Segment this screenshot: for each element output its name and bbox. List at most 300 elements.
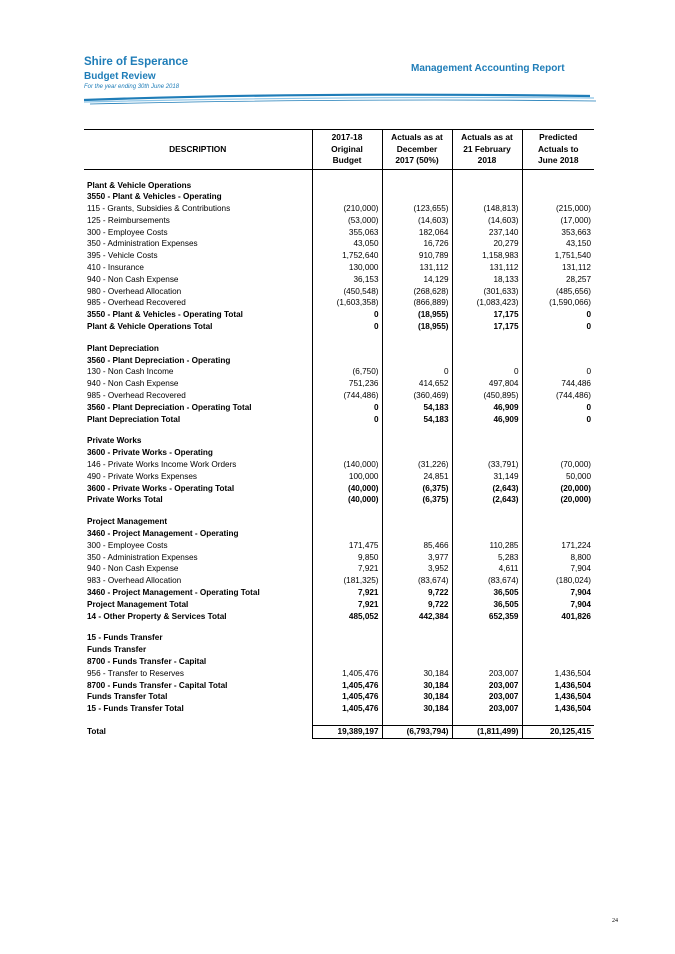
report-title: Management Accounting Report bbox=[411, 63, 565, 74]
amount-cell bbox=[452, 632, 522, 644]
amount-cell: 31,149 bbox=[452, 471, 522, 483]
spacer-cell bbox=[312, 622, 382, 632]
table-row bbox=[84, 321, 594, 333]
description-cell: Funds Transfer Total bbox=[87, 692, 168, 702]
amount-cell bbox=[522, 191, 594, 203]
description-cell: 3460 - Project Management - Operating bbox=[87, 529, 239, 539]
table-row bbox=[84, 309, 594, 321]
description-cell: 15 - Funds Transfer bbox=[87, 633, 163, 643]
description-cell: 125 - Reimbursements bbox=[87, 215, 170, 225]
amount-cell: 20,125,415 bbox=[522, 725, 594, 738]
amount-cell: 18,133 bbox=[452, 274, 522, 286]
description-cell: 410 - Insurance bbox=[87, 263, 144, 273]
table-row bbox=[84, 459, 594, 471]
spacer-cell bbox=[452, 425, 522, 435]
description-cell: 985 - Overhead Recovered bbox=[87, 391, 186, 401]
amount-cell bbox=[452, 644, 522, 656]
amount-cell: 751,236 bbox=[312, 378, 382, 390]
amount-cell: 1,752,640 bbox=[312, 250, 382, 262]
amount-cell: 1,436,504 bbox=[522, 668, 594, 680]
amount-cell bbox=[382, 656, 452, 668]
amount-cell: 7,904 bbox=[522, 599, 594, 611]
amount-cell: 7,904 bbox=[522, 587, 594, 599]
amount-cell: (20,000) bbox=[522, 494, 594, 506]
description-cell: 940 - Non Cash Expense bbox=[87, 274, 179, 284]
amount-cell: (6,750) bbox=[312, 366, 382, 378]
amount-cell: 0 bbox=[522, 321, 594, 333]
amount-cell bbox=[452, 528, 522, 540]
amount-cell: 50,000 bbox=[522, 471, 594, 483]
amount-cell: 0 bbox=[452, 366, 522, 378]
amount-cell bbox=[382, 343, 452, 355]
spacer-cell bbox=[312, 169, 382, 180]
amount-cell: 0 bbox=[312, 321, 382, 333]
amount-cell: 652,359 bbox=[452, 611, 522, 623]
description-cell: 980 - Overhead Allocation bbox=[87, 286, 182, 296]
amount-cell bbox=[522, 644, 594, 656]
spacer-row bbox=[84, 169, 594, 180]
amount-cell: (40,000) bbox=[312, 483, 382, 495]
table-row bbox=[84, 611, 594, 623]
spacer-cell bbox=[312, 715, 382, 726]
amount-cell: 36,505 bbox=[452, 599, 522, 611]
amount-cell: 0 bbox=[522, 309, 594, 321]
column-header-actuals-december bbox=[382, 130, 452, 170]
amount-cell: 8,800 bbox=[522, 552, 594, 564]
description-cell: 940 - Non Cash Expense bbox=[87, 564, 179, 574]
description-cell: Total bbox=[87, 726, 106, 736]
amount-cell: (53,000) bbox=[312, 215, 382, 227]
spacer-cell bbox=[522, 333, 594, 343]
amount-cell: (123,655) bbox=[382, 203, 452, 215]
amount-cell: (2,643) bbox=[452, 494, 522, 506]
amount-cell: 30,184 bbox=[382, 680, 452, 692]
spacer-row bbox=[84, 333, 594, 343]
amount-cell: 171,475 bbox=[312, 540, 382, 552]
reporting-period: For the year ending 30th June 2018 bbox=[84, 84, 180, 90]
table-row bbox=[84, 286, 594, 298]
amount-cell: 485,052 bbox=[312, 611, 382, 623]
amount-cell bbox=[382, 435, 452, 447]
amount-cell: (14,603) bbox=[382, 215, 452, 227]
description-cell: 395 - Vehicle Costs bbox=[87, 251, 158, 261]
amount-cell bbox=[522, 180, 594, 192]
amount-cell: 0 bbox=[522, 402, 594, 414]
table-row bbox=[84, 390, 594, 402]
spacer-cell bbox=[522, 622, 594, 632]
amount-cell: (148,813) bbox=[452, 203, 522, 215]
spacer-cell bbox=[312, 506, 382, 516]
page-number: 24 bbox=[612, 918, 618, 924]
organisation-name: Shire of Esperance bbox=[84, 56, 189, 68]
amount-cell: (140,000) bbox=[312, 459, 382, 471]
amount-cell bbox=[312, 516, 382, 528]
amount-cell: 54,183 bbox=[382, 414, 452, 426]
amount-cell: 1,436,504 bbox=[522, 703, 594, 715]
description-cell: 130 - Non Cash Income bbox=[87, 367, 174, 377]
amount-cell bbox=[312, 435, 382, 447]
amount-cell bbox=[312, 644, 382, 656]
spacer-cell bbox=[452, 333, 522, 343]
amount-cell: 1,751,540 bbox=[522, 250, 594, 262]
table-row bbox=[84, 215, 594, 227]
description-cell: 490 - Private Works Expenses bbox=[87, 471, 197, 481]
table-row bbox=[84, 632, 594, 644]
spacer-cell bbox=[382, 425, 452, 435]
description-cell: 350 - Administration Expenses bbox=[87, 239, 198, 249]
amount-cell: (6,375) bbox=[382, 483, 452, 495]
amount-cell: 4,611 bbox=[452, 563, 522, 575]
table-row bbox=[84, 191, 594, 203]
amount-cell: (268,628) bbox=[382, 286, 452, 298]
amount-cell: (6,793,794) bbox=[382, 725, 452, 738]
spacer-cell bbox=[452, 169, 522, 180]
description-cell: 3560 - Plant Depreciation - Operating Total bbox=[87, 402, 252, 412]
spacer-cell bbox=[382, 506, 452, 516]
spacer-row bbox=[84, 506, 594, 516]
amount-cell bbox=[312, 343, 382, 355]
table-row bbox=[84, 656, 594, 668]
amount-cell: 0 bbox=[522, 414, 594, 426]
description-cell: 940 - Non Cash Expense bbox=[87, 379, 179, 389]
table-row bbox=[84, 435, 594, 447]
amount-cell: 30,184 bbox=[382, 668, 452, 680]
amount-cell: (744,486) bbox=[312, 390, 382, 402]
amount-cell: 1,405,476 bbox=[312, 703, 382, 715]
amount-cell: 3,977 bbox=[382, 552, 452, 564]
amount-cell: (18,955) bbox=[382, 321, 452, 333]
amount-cell: 203,007 bbox=[452, 680, 522, 692]
amount-cell bbox=[452, 191, 522, 203]
amount-cell: 744,486 bbox=[522, 378, 594, 390]
description-cell: Plant Depreciation bbox=[87, 343, 159, 353]
amount-cell: 1,436,504 bbox=[522, 680, 594, 692]
amount-cell: (83,674) bbox=[382, 575, 452, 587]
amount-cell: (450,895) bbox=[452, 390, 522, 402]
table-row bbox=[84, 691, 594, 703]
spacer-cell bbox=[84, 506, 312, 516]
amount-cell: 171,224 bbox=[522, 540, 594, 552]
amount-cell bbox=[382, 516, 452, 528]
amount-cell: 0 bbox=[522, 366, 594, 378]
column-header-label: DESCRIPTION bbox=[169, 143, 227, 154]
amount-cell: 9,722 bbox=[382, 599, 452, 611]
table-row bbox=[84, 414, 594, 426]
amount-cell: (450,548) bbox=[312, 286, 382, 298]
table-row bbox=[84, 297, 594, 309]
table-row bbox=[84, 355, 594, 367]
spacer-cell bbox=[382, 622, 452, 632]
amount-cell: 17,175 bbox=[452, 309, 522, 321]
amount-cell: 131,112 bbox=[522, 262, 594, 274]
amount-cell: 7,921 bbox=[312, 587, 382, 599]
amount-cell: 9,850 bbox=[312, 552, 382, 564]
amount-cell bbox=[312, 180, 382, 192]
amount-cell: 7,921 bbox=[312, 599, 382, 611]
amount-cell: 130,000 bbox=[312, 262, 382, 274]
amount-cell bbox=[312, 632, 382, 644]
table-row bbox=[84, 378, 594, 390]
amount-cell: 110,285 bbox=[452, 540, 522, 552]
amount-cell: 43,050 bbox=[312, 238, 382, 250]
description-cell: 985 - Overhead Recovered bbox=[87, 298, 186, 308]
amount-cell: 46,909 bbox=[452, 414, 522, 426]
spacer-cell bbox=[382, 169, 452, 180]
table-row bbox=[84, 471, 594, 483]
amount-cell bbox=[312, 355, 382, 367]
amount-cell: (1,811,499) bbox=[452, 725, 522, 738]
amount-cell: (1,590,066) bbox=[522, 297, 594, 309]
amount-cell: 401,826 bbox=[522, 611, 594, 623]
amount-cell: (180,024) bbox=[522, 575, 594, 587]
amount-cell: 203,007 bbox=[452, 668, 522, 680]
spacer-cell bbox=[452, 715, 522, 726]
column-header-description bbox=[84, 130, 312, 170]
amount-cell: 414,652 bbox=[382, 378, 452, 390]
table-header-row bbox=[84, 130, 594, 170]
description-cell: Project Management bbox=[87, 517, 168, 527]
amount-cell bbox=[382, 644, 452, 656]
amount-cell: 16,726 bbox=[382, 238, 452, 250]
amount-cell: (17,000) bbox=[522, 215, 594, 227]
amount-cell: 0 bbox=[312, 309, 382, 321]
amount-cell: (215,000) bbox=[522, 203, 594, 215]
column-header-original-budget bbox=[312, 130, 382, 170]
amount-cell: 54,183 bbox=[382, 402, 452, 414]
table-row bbox=[84, 552, 594, 564]
amount-cell: 0 bbox=[312, 414, 382, 426]
amount-cell: 7,921 bbox=[312, 563, 382, 575]
spacer-cell bbox=[452, 622, 522, 632]
description-cell: Private Works bbox=[87, 436, 142, 446]
description-cell: Plant & Vehicle Operations bbox=[87, 180, 192, 190]
amount-cell: 100,000 bbox=[312, 471, 382, 483]
spacer-cell bbox=[452, 506, 522, 516]
table-row bbox=[84, 447, 594, 459]
column-header-label: Actuals as at December 2017 (50%) bbox=[391, 132, 443, 165]
spacer-cell bbox=[84, 169, 312, 180]
amount-cell: 30,184 bbox=[382, 703, 452, 715]
description-cell: 115 - Grants, Subsidies & Contributions bbox=[87, 204, 231, 214]
table-row bbox=[84, 274, 594, 286]
amount-cell bbox=[312, 447, 382, 459]
amount-cell: 353,663 bbox=[522, 227, 594, 239]
spacer-cell bbox=[84, 715, 312, 726]
amount-cell: 237,140 bbox=[452, 227, 522, 239]
amount-cell bbox=[312, 528, 382, 540]
amount-cell: (33,791) bbox=[452, 459, 522, 471]
amount-cell bbox=[382, 528, 452, 540]
table-row bbox=[84, 402, 594, 414]
table-row bbox=[84, 575, 594, 587]
budget-review-table bbox=[84, 129, 594, 739]
amount-cell: 910,789 bbox=[382, 250, 452, 262]
amount-cell bbox=[452, 355, 522, 367]
table-row bbox=[84, 238, 594, 250]
description-cell: 3550 - Plant & Vehicles - Operating bbox=[87, 192, 222, 202]
spacer-cell bbox=[522, 425, 594, 435]
amount-cell: (485,656) bbox=[522, 286, 594, 298]
amount-cell: 1,405,476 bbox=[312, 691, 382, 703]
description-cell: 8700 - Funds Transfer - Capital Total bbox=[87, 680, 228, 690]
amount-cell: (1,083,423) bbox=[452, 297, 522, 309]
spacer-cell bbox=[382, 715, 452, 726]
amount-cell bbox=[522, 528, 594, 540]
amount-cell bbox=[522, 656, 594, 668]
amount-cell: 182,064 bbox=[382, 227, 452, 239]
amount-cell bbox=[452, 516, 522, 528]
column-header-actuals-february bbox=[452, 130, 522, 170]
amount-cell: (744,486) bbox=[522, 390, 594, 402]
amount-cell: 0 bbox=[382, 366, 452, 378]
table-row bbox=[84, 703, 594, 715]
amount-cell: 19,389,197 bbox=[312, 725, 382, 738]
table-row bbox=[84, 680, 594, 692]
spacer-row bbox=[84, 622, 594, 632]
spacer-cell bbox=[522, 715, 594, 726]
amount-cell: 36,505 bbox=[452, 587, 522, 599]
amount-cell: (83,674) bbox=[452, 575, 522, 587]
amount-cell: 5,283 bbox=[452, 552, 522, 564]
table-row bbox=[84, 668, 594, 680]
amount-cell: (14,603) bbox=[452, 215, 522, 227]
table-row bbox=[84, 483, 594, 495]
amount-cell: 203,007 bbox=[452, 691, 522, 703]
amount-cell: 7,904 bbox=[522, 563, 594, 575]
description-cell: 3550 - Plant & Vehicles - Operating Total bbox=[87, 310, 243, 320]
header-swoosh-decoration bbox=[0, 88, 675, 108]
amount-cell: (360,469) bbox=[382, 390, 452, 402]
description-cell: 3600 - Private Works - Operating bbox=[87, 448, 213, 458]
table-row bbox=[84, 366, 594, 378]
description-cell: 350 - Administration Expenses bbox=[87, 552, 198, 562]
amount-cell: 43,150 bbox=[522, 238, 594, 250]
table-row bbox=[84, 540, 594, 552]
table-row bbox=[84, 343, 594, 355]
spacer-cell bbox=[84, 425, 312, 435]
amount-cell: 1,436,504 bbox=[522, 691, 594, 703]
amount-cell bbox=[452, 656, 522, 668]
amount-cell: (20,000) bbox=[522, 483, 594, 495]
description-cell: Funds Transfer bbox=[87, 645, 147, 655]
amount-cell bbox=[522, 632, 594, 644]
amount-cell: 497,804 bbox=[452, 378, 522, 390]
spacer-cell bbox=[84, 622, 312, 632]
amount-cell: 203,007 bbox=[452, 703, 522, 715]
amount-cell: 24,851 bbox=[382, 471, 452, 483]
table-row bbox=[84, 563, 594, 575]
amount-cell: (1,603,358) bbox=[312, 297, 382, 309]
description-cell: 14 - Other Property & Services Total bbox=[87, 611, 227, 621]
amount-cell bbox=[522, 343, 594, 355]
amount-cell: (301,633) bbox=[452, 286, 522, 298]
grand-total-row bbox=[84, 725, 594, 738]
amount-cell bbox=[452, 435, 522, 447]
amount-cell: (210,000) bbox=[312, 203, 382, 215]
description-cell: 300 - Employee Costs bbox=[87, 540, 168, 550]
amount-cell bbox=[382, 180, 452, 192]
column-header-predicted-actuals bbox=[522, 130, 594, 170]
description-cell: Private Works Total bbox=[87, 495, 163, 505]
spacer-cell bbox=[522, 506, 594, 516]
amount-cell bbox=[382, 632, 452, 644]
description-cell: 3560 - Plant Depreciation - Operating bbox=[87, 355, 231, 365]
amount-cell bbox=[522, 435, 594, 447]
amount-cell: 131,112 bbox=[452, 262, 522, 274]
spacer-cell bbox=[84, 333, 312, 343]
description-cell: Plant Depreciation Total bbox=[87, 414, 181, 424]
amount-cell bbox=[452, 447, 522, 459]
spacer-row bbox=[84, 425, 594, 435]
description-cell: 8700 - Funds Transfer - Capital bbox=[87, 656, 207, 666]
column-header-label: Actuals as at 21 February 2018 bbox=[461, 132, 513, 165]
table-row bbox=[84, 227, 594, 239]
description-cell: 3460 - Project Management - Operating Total bbox=[87, 588, 260, 597]
description-cell: 146 - Private Works Income Work Orders bbox=[87, 460, 237, 470]
spacer-cell bbox=[522, 169, 594, 180]
amount-cell: 36,153 bbox=[312, 274, 382, 286]
amount-cell: 3,952 bbox=[382, 563, 452, 575]
amount-cell bbox=[522, 355, 594, 367]
amount-cell bbox=[522, 447, 594, 459]
table-row bbox=[84, 599, 594, 611]
column-header-label: 2017-18 Original Budget bbox=[331, 132, 363, 165]
description-cell: 300 - Employee Costs bbox=[87, 227, 168, 237]
table-row bbox=[84, 494, 594, 506]
amount-cell bbox=[312, 656, 382, 668]
amount-cell: 1,405,476 bbox=[312, 668, 382, 680]
document-subtitle: Budget Review bbox=[84, 71, 156, 82]
amount-cell: (2,643) bbox=[452, 483, 522, 495]
amount-cell: (40,000) bbox=[312, 494, 382, 506]
description-cell: 956 - Transfer to Reserves bbox=[87, 668, 184, 678]
amount-cell bbox=[522, 516, 594, 528]
amount-cell: 46,909 bbox=[452, 402, 522, 414]
amount-cell: 1,405,476 bbox=[312, 680, 382, 692]
table-row bbox=[84, 516, 594, 528]
spacer-cell bbox=[312, 425, 382, 435]
amount-cell bbox=[452, 180, 522, 192]
table-body bbox=[84, 169, 594, 738]
amount-cell bbox=[382, 355, 452, 367]
table-row bbox=[84, 262, 594, 274]
amount-cell bbox=[452, 343, 522, 355]
amount-cell: (31,226) bbox=[382, 459, 452, 471]
description-cell: 3600 - Private Works - Operating Total bbox=[87, 483, 235, 493]
amount-cell: 0 bbox=[312, 402, 382, 414]
table-row bbox=[84, 528, 594, 540]
table-row bbox=[84, 203, 594, 215]
table-row bbox=[84, 587, 594, 599]
amount-cell: 17,175 bbox=[452, 321, 522, 333]
amount-cell: 85,466 bbox=[382, 540, 452, 552]
spacer-row bbox=[84, 715, 594, 726]
amount-cell: 442,384 bbox=[382, 611, 452, 623]
spacer-cell bbox=[312, 333, 382, 343]
amount-cell: (18,955) bbox=[382, 309, 452, 321]
description-cell: 15 - Funds Transfer Total bbox=[87, 704, 184, 714]
table-row bbox=[84, 180, 594, 192]
amount-cell bbox=[312, 191, 382, 203]
table-row bbox=[84, 250, 594, 262]
amount-cell: 355,063 bbox=[312, 227, 382, 239]
table-row bbox=[84, 644, 594, 656]
amount-cell: (70,000) bbox=[522, 459, 594, 471]
amount-cell: (866,889) bbox=[382, 297, 452, 309]
amount-cell: 14,129 bbox=[382, 274, 452, 286]
amount-cell: 20,279 bbox=[452, 238, 522, 250]
amount-cell: (6,375) bbox=[382, 494, 452, 506]
